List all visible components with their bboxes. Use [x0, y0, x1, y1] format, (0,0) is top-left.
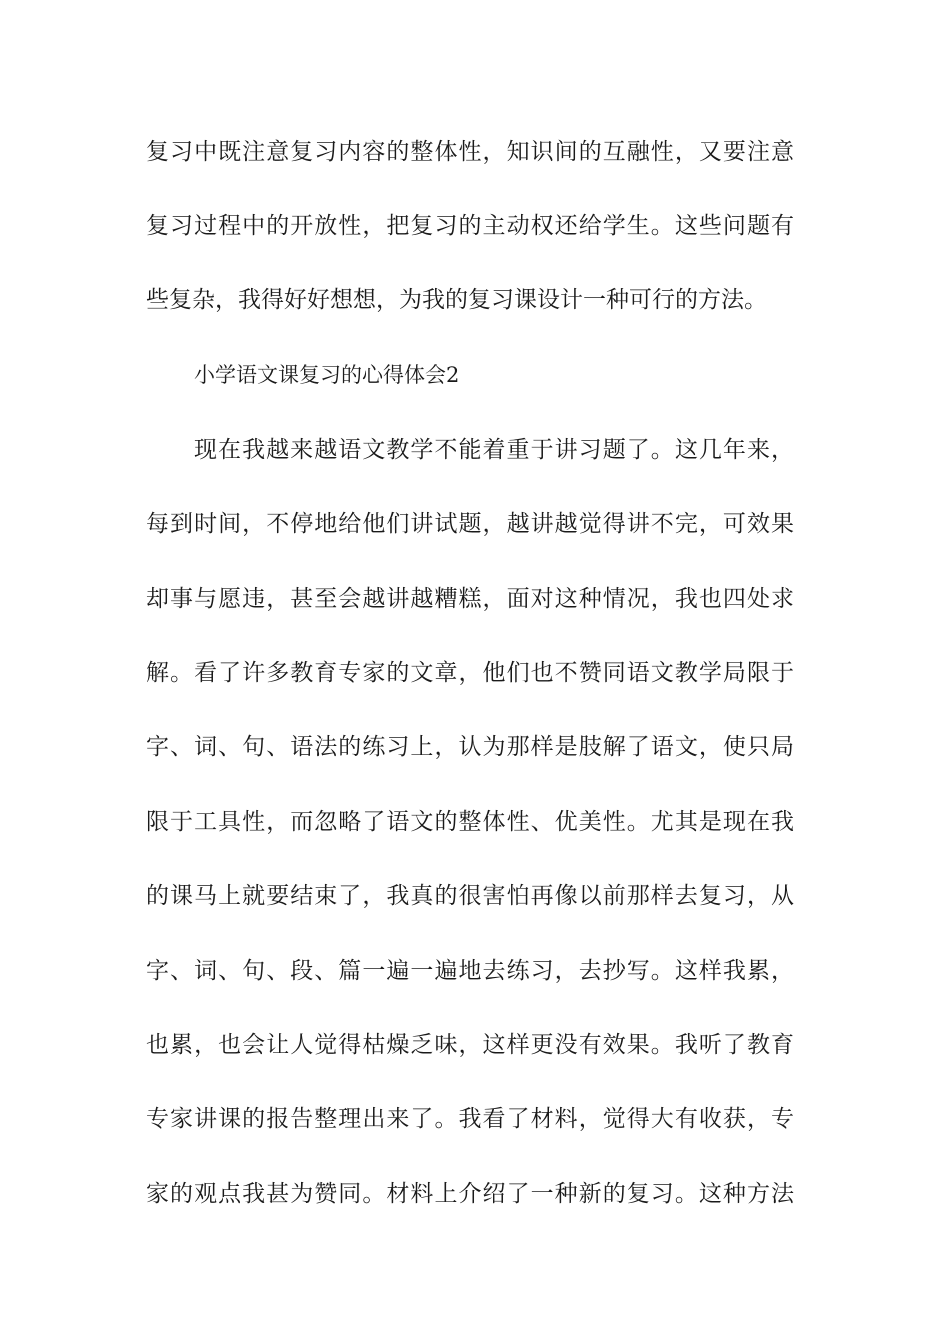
paragraph-line: 的课马上就要结束了，我真的很害怕再像以前那样去复习，从 [146, 883, 794, 909]
paragraph-line: 现在我越来越语文教学不能着重于讲习题了。这几年来， [194, 437, 794, 463]
paragraph-line: 字、词、句、语法的练习上，认为那样是肢解了语文，使只局 [146, 734, 794, 760]
paragraph-line: 限于工具性，而忽略了语文的整体性、优美性。尤其是现在我 [146, 809, 794, 835]
paragraph-line: 家的观点我甚为赞同。材料上介绍了一种新的复习。这种方法 [146, 1181, 794, 1207]
paragraph-line: 也累，也会让人觉得枯燥乏味，这样更没有效果。我听了教育 [146, 1032, 794, 1058]
paragraph-line: 些复杂，我得好好想想，为我的复习课设计一种可行的方法。 [146, 287, 767, 313]
paragraph-line: 专家讲课的报告整理出来了。我看了材料，觉得大有收获，专 [146, 1106, 794, 1132]
paragraph-line: 每到时间，不停地给他们讲试题，越讲越觉得讲不完，可效果 [146, 511, 794, 537]
paragraph-line: 字、词、句、段、篇一遍一遍地去练习，去抄写。这样我累， [146, 958, 794, 984]
paragraph-line: 解。看了许多教育专家的文章，他们也不赞同语文教学局限于 [146, 660, 794, 686]
paragraph-line: 复习中既注意复习内容的整体性，知识间的互融性，又要注意 [146, 139, 794, 165]
paragraph-line: 却事与愿违，甚至会越讲越糟糕，面对这种情况，我也四处求 [146, 586, 794, 612]
section-heading: 小学语文课复习的心得体会2 [194, 363, 460, 387]
paragraph-line: 复习过程中的开放性，把复习的主动权还给学生。这些问题有 [146, 213, 794, 239]
